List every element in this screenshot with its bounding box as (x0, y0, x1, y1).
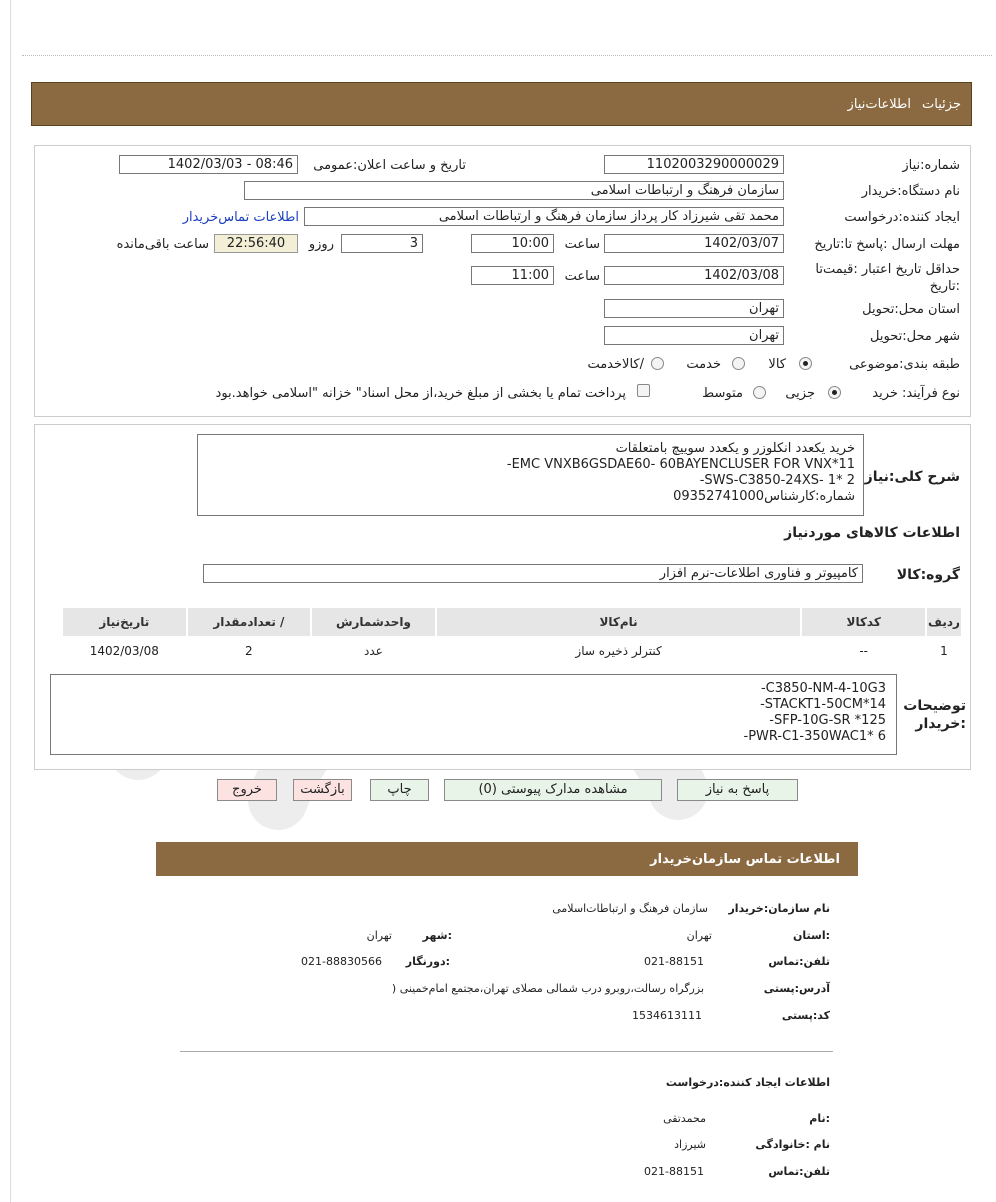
notes-line: C3850-NM-4-10G3- (760, 681, 886, 696)
col-date-header: تاریخ‌نیاز (63, 608, 186, 636)
creator-phone-label: تلفن:تماس (768, 1165, 830, 1178)
contact-postal-label: کد:پستی (781, 1009, 830, 1022)
tab-details[interactable]: جزئیات (922, 97, 961, 112)
process-option-medium: متوسط (702, 386, 743, 401)
contact-fax-label: :دورنگار (405, 955, 450, 968)
city-field: تهران (604, 326, 784, 345)
contact-province-label: :استان (793, 929, 830, 942)
process-radio-minor[interactable] (828, 386, 841, 399)
creator-name-label: :نام (809, 1112, 830, 1125)
creator-field: محمد تقی شیرزاد کار پرداز سازمان فرهنگ و ارتباطات اسلامی (304, 207, 784, 226)
contact-fax-value: 021-88830566 (301, 955, 382, 968)
process-option-minor: جزیی (785, 386, 815, 401)
contact-province-value: تهران (686, 929, 712, 942)
buyer-contact-title: اطلاعات تماس سازمان‌خریدار (650, 852, 840, 867)
print-button[interactable]: چاپ (370, 779, 429, 801)
city-label: شهر محل:تحویل (870, 329, 960, 344)
summary-label: شرح کلی:نیاز (864, 469, 960, 485)
top-header-bar (31, 82, 972, 126)
validity-time-label: ساعت (564, 269, 600, 284)
reply-button[interactable]: پاسخ به نیاز (677, 779, 798, 801)
col-code-header: کدکالا (802, 608, 925, 636)
cell-code: -- (859, 644, 869, 658)
need-number-field: 1102003290000029 (604, 155, 784, 174)
top-divider (22, 55, 992, 56)
contact-address-value: بزرگراه رسالت،روبرو درب شمالی مصلای تهران،مجتمع امام‌خمینی ( (391, 982, 704, 995)
cell-name: کنترلر ذخیره ساز (575, 644, 662, 658)
creator-name-value: محمدتقی (663, 1112, 706, 1125)
back-button[interactable]: بازگشت (293, 779, 352, 801)
contact-org-value: سازمان فرهنگ و ارتباطات‌اسلامی (552, 902, 708, 915)
summary-line: خرید یکعدد انکلوزر و یکعدد سوییچ بامتعلقات (615, 441, 855, 456)
col-qty-header: / تعدادمقدار (188, 608, 311, 636)
contact-city-label: :شهر (422, 929, 452, 942)
notes-line: SFP-10G-SR *125- (769, 713, 886, 728)
col-unit-header: واحدشمارش (312, 608, 435, 636)
creator-family-value: شیرزاد (674, 1138, 706, 1151)
validity-date-field: 1402/03/08 (604, 266, 784, 285)
cell-unit: عدد (364, 644, 383, 658)
category-option-goods: کالا (768, 357, 786, 372)
category-option-service: خدمت (686, 357, 721, 372)
contact-divider (180, 1051, 833, 1052)
deadline-label: مهلت ارسال :پاسخ تا:تاریخ (814, 237, 960, 252)
buyer-contact-header (156, 842, 858, 876)
treasury-payment-checkbox[interactable] (637, 384, 650, 397)
cell-qty: 2 (245, 644, 253, 658)
page-left-border (10, 0, 11, 1202)
treasury-payment-note: پرداخت تمام یا بخشی از مبلغ خرید،از محل اسناد" خزانه "اسلامی خواهد.بود (215, 386, 626, 401)
contact-org-label: نام سازمان:خریدار (728, 902, 830, 915)
goods-table (61, 606, 963, 666)
category-radio-goods-service[interactable] (651, 357, 664, 370)
announce-field: 1402/03/03 - 08:46 (119, 155, 298, 174)
table-row[interactable] (63, 638, 961, 664)
validity-time-field: 11:00 (471, 266, 554, 285)
col-name-header: نام‌کالا (437, 608, 801, 636)
col-row-header: ردیف (927, 608, 961, 636)
process-label: نوع فرآیند: خرید (872, 386, 960, 401)
goods-group-field: کامپیوتر و فناوری اطلاعات-نرم افزار (203, 564, 863, 583)
contact-address-label: آدرس:پستی (763, 982, 830, 995)
remaining-time: 22:56:40 (214, 234, 298, 253)
category-radio-goods[interactable] (799, 357, 812, 370)
buyer-org-field: سازمان فرهنگ و ارتباطات اسلامی (244, 181, 784, 200)
summary-textbox (197, 434, 864, 516)
deadline-time-field: 10:00 (471, 234, 554, 253)
creator-phone-value: 021-88151 (644, 1165, 704, 1178)
cell-row: 1 (940, 644, 948, 658)
creator-info-title: اطلاعات ایجاد کننده:درخواست (665, 1076, 830, 1089)
category-option-goods-service: /کالاخدمت (587, 357, 644, 372)
buyer-contact-link[interactable]: اطلاعات تماس‌خریدار (182, 210, 299, 225)
validity-label-1: حداقل تاریخ اعتبار :قیمت‌تا (815, 262, 960, 277)
days-label: روزو (308, 237, 334, 252)
category-label: طبقه بندی:موضوعی (849, 357, 960, 372)
buyer-notes-label-2: :خریدار (915, 716, 966, 732)
buyer-notes-label-1: توضیحات (903, 698, 966, 714)
announce-label: تاریخ و ساعت اعلان:عمومی (313, 158, 466, 173)
contact-postal-value: 1534613111 (632, 1009, 702, 1022)
attachments-button[interactable]: مشاهده مدارک پیوستی (0) (444, 779, 662, 801)
province-field: تهران (604, 299, 784, 318)
deadline-time-label: ساعت (564, 237, 600, 252)
creator-label: ایجاد کننده:درخواست (844, 210, 960, 225)
goods-group-label: گروه:کالا (896, 567, 960, 583)
need-number-label: شماره:نیاز (902, 158, 960, 173)
tab-need-info[interactable]: اطلاعات‌نیاز (847, 97, 911, 112)
process-radio-medium[interactable] (753, 386, 766, 399)
remaining-label: ساعت باقی‌مانده (116, 237, 209, 252)
notes-line: PWR-C1-350WAC1* 6- (743, 729, 886, 744)
summary-line: SWS-C3850-24XS- 1* 2- (699, 473, 855, 488)
province-label: استان محل:تحویل (862, 302, 960, 317)
summary-line: EMC VNXB6GSDAE60- 60BAYENCLUSER FOR VNX*11- (506, 457, 855, 472)
table-header-row (63, 608, 961, 636)
contact-city-value: تهران (366, 929, 392, 942)
category-radio-service[interactable] (732, 357, 745, 370)
days-field: 3 (341, 234, 423, 253)
buyer-org-label: نام دستگاه:خریدار (861, 184, 960, 199)
creator-family-label: نام :خانوادگی (755, 1138, 830, 1151)
buyer-notes-textbox (50, 674, 897, 755)
notes-line: STACKT1-50CM*14- (760, 697, 886, 712)
exit-button[interactable]: خروج (217, 779, 277, 801)
contact-phone-value: 021-88151 (644, 955, 704, 968)
goods-info-title: اطلاعات کالاهای موردنیاز (784, 525, 960, 541)
validity-label-2: :تاریخ (929, 279, 960, 294)
cell-date: 1402/03/08 (89, 644, 159, 658)
deadline-date-field: 1402/03/07 (604, 234, 784, 253)
contact-phone-label: تلفن:تماس (768, 955, 830, 968)
summary-line: شماره:کارشناس09352741000 (673, 489, 855, 504)
